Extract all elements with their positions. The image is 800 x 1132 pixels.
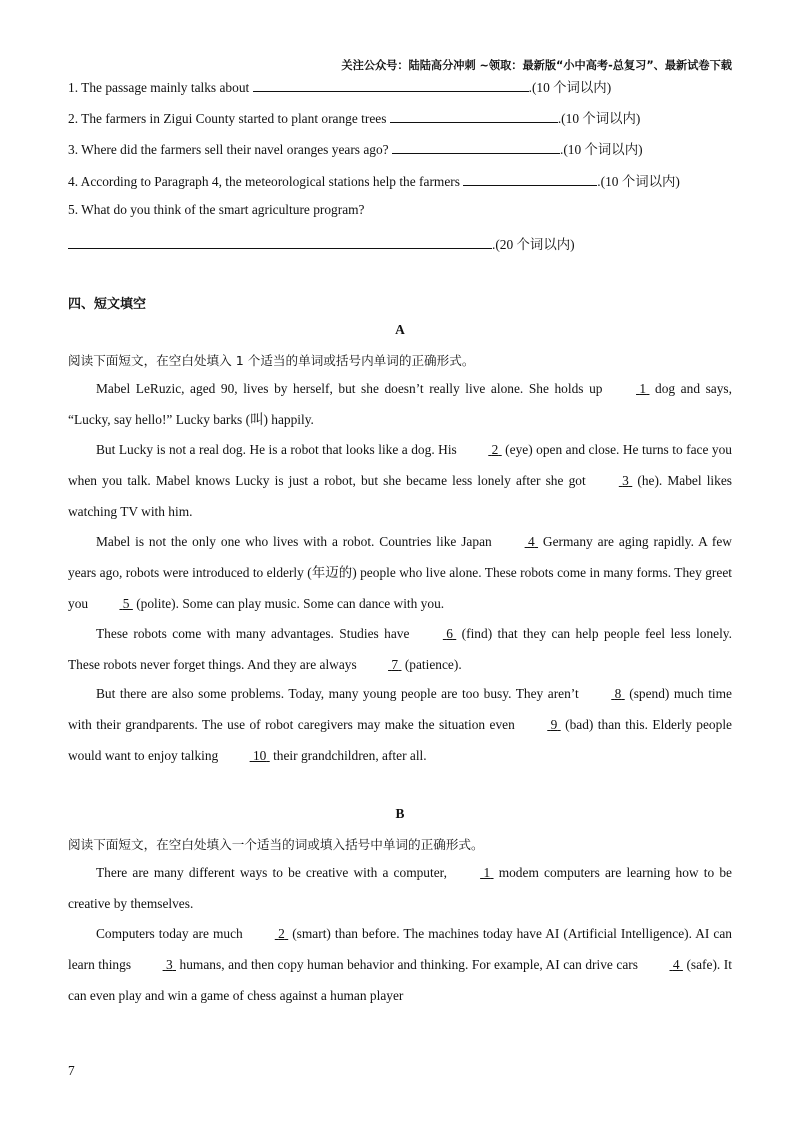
text-run: (patience). xyxy=(401,657,462,672)
blank-a-2[interactable] xyxy=(460,434,501,465)
answer-blank-5[interactable] xyxy=(68,234,492,249)
question-5-text: 5. What do you think of the smart agriculture program? xyxy=(68,202,365,217)
blank-a-1[interactable] xyxy=(608,373,649,404)
text-run: dog and says, “Lucky, say hello!” Lucky barks (叫) happily. xyxy=(68,381,732,427)
blank-number: 5 xyxy=(122,596,130,611)
question-4-text: 4. According to Paragraph 4, the meteorological stations help the farmers xyxy=(68,174,460,189)
blank-number: 1 xyxy=(639,381,647,396)
blank-b-4[interactable] xyxy=(641,949,682,980)
part-a-paragraph-3 xyxy=(68,526,732,619)
answer-blank-1[interactable] xyxy=(253,77,529,92)
text-run: Mabel LeRuzic, aged 90, lives by herself, but she doesn’t really live alone. She holds up xyxy=(96,381,609,396)
question-4-limit: .(10 个词以内) xyxy=(597,174,680,189)
text-run: (bad) than this. Elderly people would want to enjoy talking xyxy=(68,717,732,763)
part-b-instruction: 阅读下面短文，在空白处填入一个适当的词或填入括号中单词的正确形式。 xyxy=(68,837,484,852)
text-run: But there are also some problems. Today, many young people are too busy. They aren’t xyxy=(96,686,584,701)
blank-a-9[interactable] xyxy=(519,709,560,740)
question-5 xyxy=(68,202,365,218)
text-run: their grandchildren, after all. xyxy=(269,748,427,763)
blank-number: 3 xyxy=(622,473,629,488)
part-a-label: A xyxy=(395,322,405,337)
blank-number: 2 xyxy=(278,926,285,941)
part-b-paragraph-2 xyxy=(68,918,732,1011)
question-5-limit: .(20 个词以内) xyxy=(492,237,575,252)
blank-number: 1 xyxy=(483,865,491,880)
text-run: Mabel is not the only one who lives with a robot. Countries like Japan xyxy=(96,534,497,549)
page-number: 7 xyxy=(68,1063,75,1078)
question-5-answer-line xyxy=(68,234,575,253)
text-run: humans, and then copy human behavior and thinking. For example, AI can drive cars xyxy=(176,957,642,972)
blank-b-3[interactable] xyxy=(135,949,176,980)
blank-number: 6 xyxy=(446,626,453,641)
text-run: (find) that they can help people feel less lonely. These robots never forget things. And they are always xyxy=(68,626,732,672)
answer-blank-4[interactable] xyxy=(463,171,597,186)
blank-number: 4 xyxy=(527,534,535,549)
blank-number: 9 xyxy=(550,717,558,732)
question-3-text: 3. Where did the farmers sell their navel oranges years ago? xyxy=(68,142,389,157)
answer-blank-3[interactable] xyxy=(392,139,560,154)
question-3-limit: .(10 个词以内) xyxy=(559,142,643,157)
part-b-paragraph-1 xyxy=(68,857,732,919)
header-note: 关注公众号：陆陆高分冲刺 ~领取：最新版“小中高考-总复习”、最新试卷下载 xyxy=(341,59,732,72)
blank-number: 7 xyxy=(391,657,399,672)
blank-number: 2 xyxy=(491,442,499,457)
text-run: Germany are aging rapidly. A few years ago, robots were introduced to elderly (年迈的) people who live alone. These robots come in many forms. They greet you xyxy=(68,534,732,611)
blank-number: 3 xyxy=(165,957,173,972)
question-1-limit: .(10 个词以内) xyxy=(528,80,612,95)
text-run: modem computers are learning how to be creative by themselves. xyxy=(68,865,732,911)
question-2-text: 2. The farmers in Zigui County started to plant orange trees xyxy=(68,111,387,126)
blank-b-2[interactable] xyxy=(247,918,288,949)
question-1-text: 1. The passage mainly talks about xyxy=(68,80,250,95)
blank-a-4[interactable] xyxy=(497,526,538,557)
answer-blank-2[interactable] xyxy=(390,108,558,123)
blank-number: 10 xyxy=(252,748,267,763)
blank-b-1[interactable] xyxy=(452,857,493,888)
blank-a-6[interactable] xyxy=(415,618,456,649)
blank-number: 8 xyxy=(614,686,622,701)
blank-a-5[interactable] xyxy=(91,588,132,619)
part-a-instruction: 阅读下面短文，在空白处填入 1 个适当的单词或括号内单词的正确形式。 xyxy=(68,353,475,368)
text-run: (smart) than before. The machines today have AI (Artificial Intelligence). AI can learn things xyxy=(68,926,732,972)
question-2-limit: .(10 个词以内) xyxy=(557,111,641,126)
blank-number: 4 xyxy=(672,957,680,972)
blank-a-3[interactable] xyxy=(591,465,632,496)
question-3 xyxy=(68,139,643,158)
question-2 xyxy=(68,108,640,127)
question-4 xyxy=(68,171,680,190)
section-title: 四、短文填空 xyxy=(68,297,147,312)
part-b-label: B xyxy=(395,806,405,821)
text-run: (eye) open and close. He turns to face you when you talk. Mabel knows Lucky is just a robot, but she became less lonely after she got xyxy=(68,442,732,488)
text-run: Computers today are much xyxy=(96,926,247,941)
part-a-paragraph-4 xyxy=(68,618,732,680)
text-run: (he). Mabel likes watching TV with him. xyxy=(68,473,733,519)
blank-a-10[interactable] xyxy=(222,740,270,771)
part-a-paragraph-1 xyxy=(68,373,732,435)
text-run: (spend) much time with their grandparents. The use of robot caregivers may make the situation even xyxy=(68,686,732,732)
part-a-paragraph-5 xyxy=(68,678,732,771)
blank-a-7[interactable] xyxy=(360,649,401,680)
text-run: These robots come with many advantages. Studies have xyxy=(96,626,415,641)
blank-a-8[interactable] xyxy=(583,678,624,709)
part-a-paragraph-2 xyxy=(68,434,732,527)
text-run: (safe). It can even play and win a game of chess against a human player xyxy=(68,957,732,1003)
text-run: But Lucky is not a real dog. He is a robot that looks like a dog. His xyxy=(96,442,461,457)
text-run: (polite). Some can play music. Some can dance with you. xyxy=(132,596,445,611)
text-run: There are many different ways to be creative with a computer, xyxy=(96,865,453,880)
question-1 xyxy=(68,77,611,96)
